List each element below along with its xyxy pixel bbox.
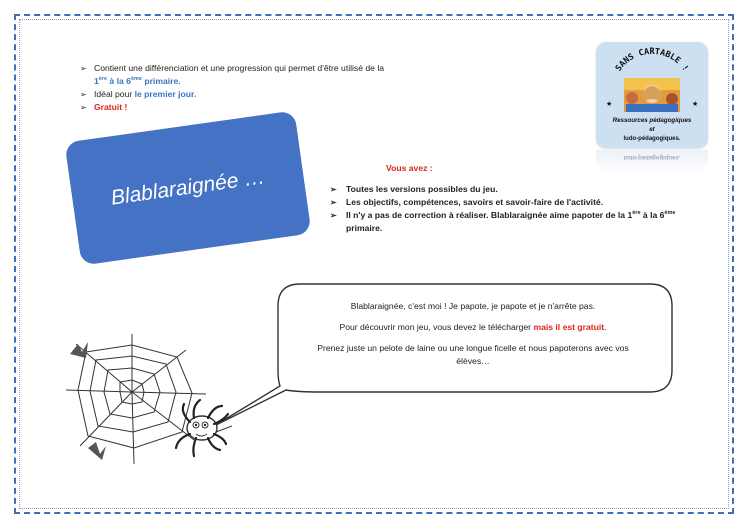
star-icon: ★ [606,101,613,108]
bullet-item [80,101,440,114]
feature-item: ➢ Il n'y a pas de correction à réaliser. Blablaraignée aime papoter de la 1ère à la 6ème primaire. [330,210,676,233]
bat-icon [88,442,106,460]
bubble-line: Pour découvrir mon jeu, vous devez le télécharger mais il est gratuit. [339,322,607,332]
feature-item: ➢ Toutes les versions possibles du jeu. [330,184,498,194]
arrowhead-bullet-icon: ➢ [330,185,337,194]
arrowhead-bullet-icon: ➢ [80,90,87,99]
bullet-text: Contient une différenciation et une progression qui permet d'être utilisé de la [94,63,385,73]
spider-icon [176,400,228,456]
speech-bubble-text [300,300,646,376]
page-title: Blablaraignée … [109,165,267,210]
logo-line-3: ludo-pédagogiques. [623,136,681,142]
intro-bullet-list [80,62,440,114]
bubble-line: Prenez juste un pelote de laine ou une longue ficelle et nous papoterons avec vos élèves… [317,343,629,366]
bullet-item [80,62,440,88]
bat-icon [70,342,88,358]
features-section [330,162,710,235]
bullet-text: Idéal pour [94,89,133,99]
arrowhead-bullet-icon: ➢ [80,103,87,112]
bullet-text: Gratuit ! [94,102,128,112]
logo-reflection: ludo-pédagogiques. [596,150,708,172]
sans-cartable-logo [596,42,708,148]
levels-range: 1ère à la 6ème primaire. [94,76,181,86]
arrowhead-bullet-icon: ➢ [330,211,337,220]
bullet-highlight: le premier jour. [134,89,197,99]
logo-line-2: et [649,127,655,133]
bubble-line: Blablaraignée, c'est moi ! Je papote, je papote et je n'arrête pas. [350,301,596,311]
logo-arc-text: SANS CARTABLE ! [613,47,691,74]
free-highlight: mais il est gratuit [533,322,605,332]
star-icon: ★ [692,101,699,108]
spider-web-illustration [62,330,232,470]
logo-graphic [596,42,708,148]
arrowhead-bullet-icon: ➢ [80,64,87,73]
arrowhead-bullet-icon: ➢ [330,198,337,207]
feature-item: ➢ Les objectifs, compétences, savoirs et savoir-faire de l'activité. [330,197,604,207]
bullet-item [80,88,440,101]
logo-line-1: Ressources pédagogiques [612,117,692,124]
features-heading: Vous avez : [386,163,433,173]
